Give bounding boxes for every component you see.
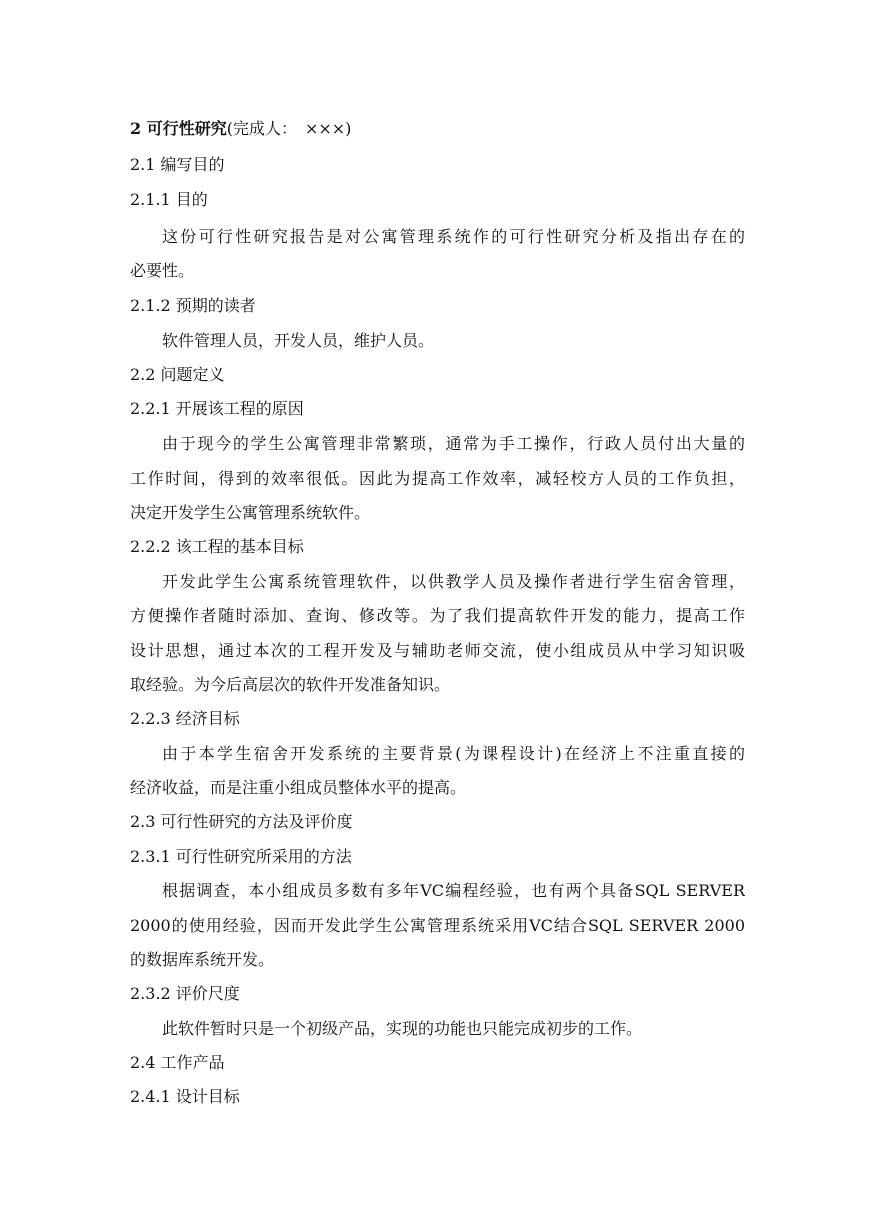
paragraph-line: 开发此学生公寓系统管理软件，以供教学人员及操作者进行学生宿舍管理， [162, 572, 745, 591]
subheading-2-2-2: 2.2.2 该工程的基本目标 [130, 537, 304, 556]
subheading-2-1-1: 2.1.1 目的 [130, 190, 208, 209]
paragraph-line: 经济收益，而是注重小组成员整体水平的提高。 [130, 778, 467, 797]
paragraph-line: 必要性。 [130, 261, 195, 280]
paragraph-line: 设计思想，通过本次的工程开发及与辅助老师交流，使小组成员从中学习知识吸 [130, 641, 745, 660]
paragraph-line: 2000的使用经验，因而开发此学生公寓管理系统采用VC结合SQL SERVER 2000 [130, 916, 745, 935]
paragraph-line: 决定开发学生公寓管理系统软件。 [130, 503, 371, 522]
subheading-2-3: 2.3 可行性研究的方法及评价度 [130, 812, 353, 831]
paragraph-line: 由于本学生宿舍开发系统的主要背景(为课程设计)在经济上不注重直接的 [162, 744, 745, 763]
subheading-2-1-2: 2.1.2 预期的读者 [130, 296, 256, 315]
subheading-2-3-1: 2.3.1 可行性研究所采用的方法 [130, 847, 352, 866]
paragraph-line: 取经验。为今后高层次的软件开发准备知识。 [130, 675, 451, 694]
paragraph-line: 根据调查，本小组成员多数有多年VC编程经验，也有两个具备SQL SERVER [162, 881, 745, 900]
subheading-2-3-2: 2.3.2 评价尺度 [130, 984, 240, 1003]
subheading-2-2-1: 2.2.1 开展该工程的原因 [130, 399, 304, 418]
paragraph-line: 的数据库系统开发。 [130, 950, 275, 969]
heading-author: (完成人： ×××) [226, 119, 352, 138]
paragraph-line: 工作时间，得到的效率很低。因此为提高工作效率，减轻校方人员的工作负担， [130, 469, 745, 488]
subheading-2-1: 2.1 编写目的 [130, 155, 225, 174]
paragraph-line: 由于现今的学生公寓管理非常繁琐，通常为手工操作，行政人员付出大量的 [162, 434, 745, 453]
paragraph-line: 此软件暂时只是一个初级产品，实现的功能也只能完成初步的工作。 [162, 1019, 643, 1038]
heading-title: 2 可行性研究 [130, 119, 227, 138]
subheading-2-4-1: 2.4.1 设计目标 [130, 1087, 240, 1106]
paragraph-line: 方便操作者随时添加、查询、修改等。为了我们提高软件开发的能力，提高工作 [130, 606, 745, 625]
subheading-2-2-3: 2.2.3 经济目标 [130, 709, 240, 728]
subheading-2-2: 2.2 问题定义 [130, 365, 225, 384]
subheading-2-4: 2.4 工作产品 [130, 1053, 225, 1072]
paragraph-line: 这份可行性研究报告是对公寓管理系统作的可行性研究分析及指出存在的 [162, 227, 745, 246]
paragraph-line: 软件管理人员，开发人员，维护人员。 [162, 331, 435, 350]
section-heading [130, 112, 745, 146]
